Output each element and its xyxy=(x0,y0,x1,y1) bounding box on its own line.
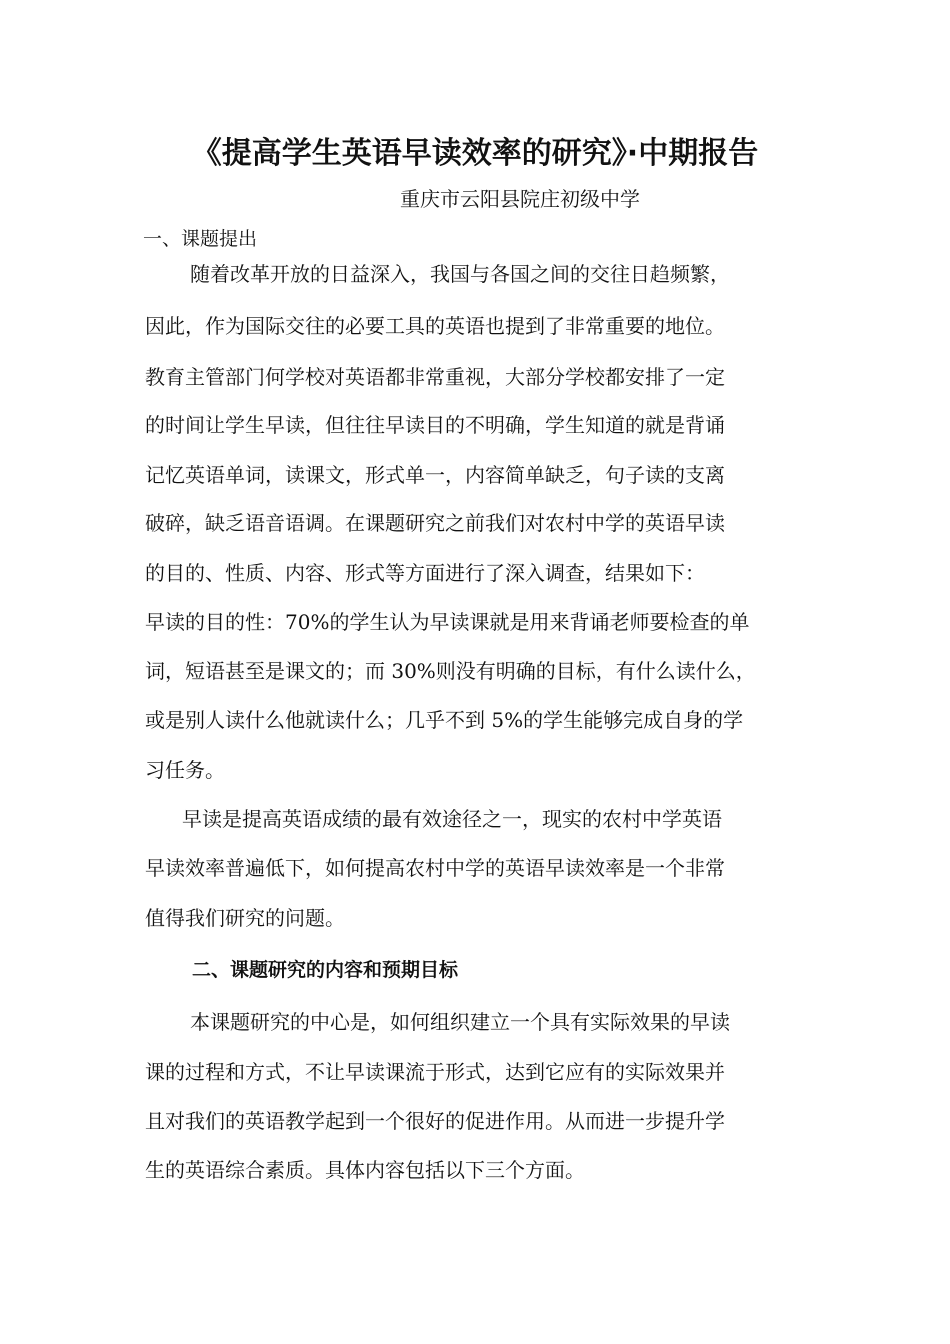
paragraph-1-line-7: 的目的、性质、内容、形式等方面进行了深入调查，结果如下： xyxy=(145,561,705,585)
document-title: 《提高学生英语早读效率的研究》·中期报告 xyxy=(191,136,759,171)
paragraph-1-line-3: 教育主管部门何学校对英语都非常重视，大部分学校都安排了一定 xyxy=(145,365,725,389)
paragraph-2-line-2: 早读效率普遍低下，如何提高农村中学的英语早读效率是一个非常 xyxy=(145,856,725,880)
paragraph-1-line-2: 因此，作为国际交往的必要工具的英语也提到了非常重要的地位。 xyxy=(145,314,725,338)
paragraph-1-line-8: 早读的目的性：70%的学生认为早读课就是用来背诵老师要检查的单 xyxy=(145,610,750,634)
paragraph-2-line-3: 值得我们研究的问题。 xyxy=(145,906,345,930)
paragraph-2-line-1: 早读是提高英语成绩的最有效途径之一，现实的农村中学英语 xyxy=(182,807,722,831)
paragraph-1-line-4: 的时间让学生早读，但往往早读目的不明确，学生知道的就是背诵 xyxy=(145,413,725,437)
paragraph-1-line-9: 词，短语甚至是课文的；而 30%则没有明确的目标，有什么读什么， xyxy=(145,659,756,683)
paragraph-3-line-3: 且对我们的英语教学起到一个很好的促进作用。从而进一步提升学 xyxy=(145,1109,725,1133)
paragraph-1-line-1: 随着改革开放的日益深入，我国与各国之间的交往日趋频繁， xyxy=(190,262,730,286)
paragraph-1-line-10: 或是别人读什么他就读什么；几乎不到 5%的学生能够完成自身的学 xyxy=(145,708,744,732)
section-heading-1: 一、课题提出 xyxy=(143,228,258,250)
paragraph-1-line-6: 破碎，缺乏语音语调。在课题研究之前我们对农村中学的英语早读 xyxy=(145,511,725,535)
paragraph-3-line-1: 本课题研究的中心是，如何组织建立一个具有实际效果的早读 xyxy=(190,1010,730,1034)
paragraph-1-line-11: 习任务。 xyxy=(145,758,225,782)
paragraph-1-line-5: 记忆英语单词，读课文，形式单一，内容简单缺乏，句子读的支离 xyxy=(145,463,725,487)
paragraph-3-line-4: 生的英语综合素质。具体内容包括以下三个方面。 xyxy=(145,1158,585,1182)
document-subtitle: 重庆市云阳县院庄初级中学 xyxy=(400,187,640,211)
section-heading-2: 二、课题研究的内容和预期目标 xyxy=(192,959,459,981)
paragraph-3-line-2: 课的过程和方式，不让早读课流于形式，达到它应有的实际效果并 xyxy=(145,1060,725,1084)
